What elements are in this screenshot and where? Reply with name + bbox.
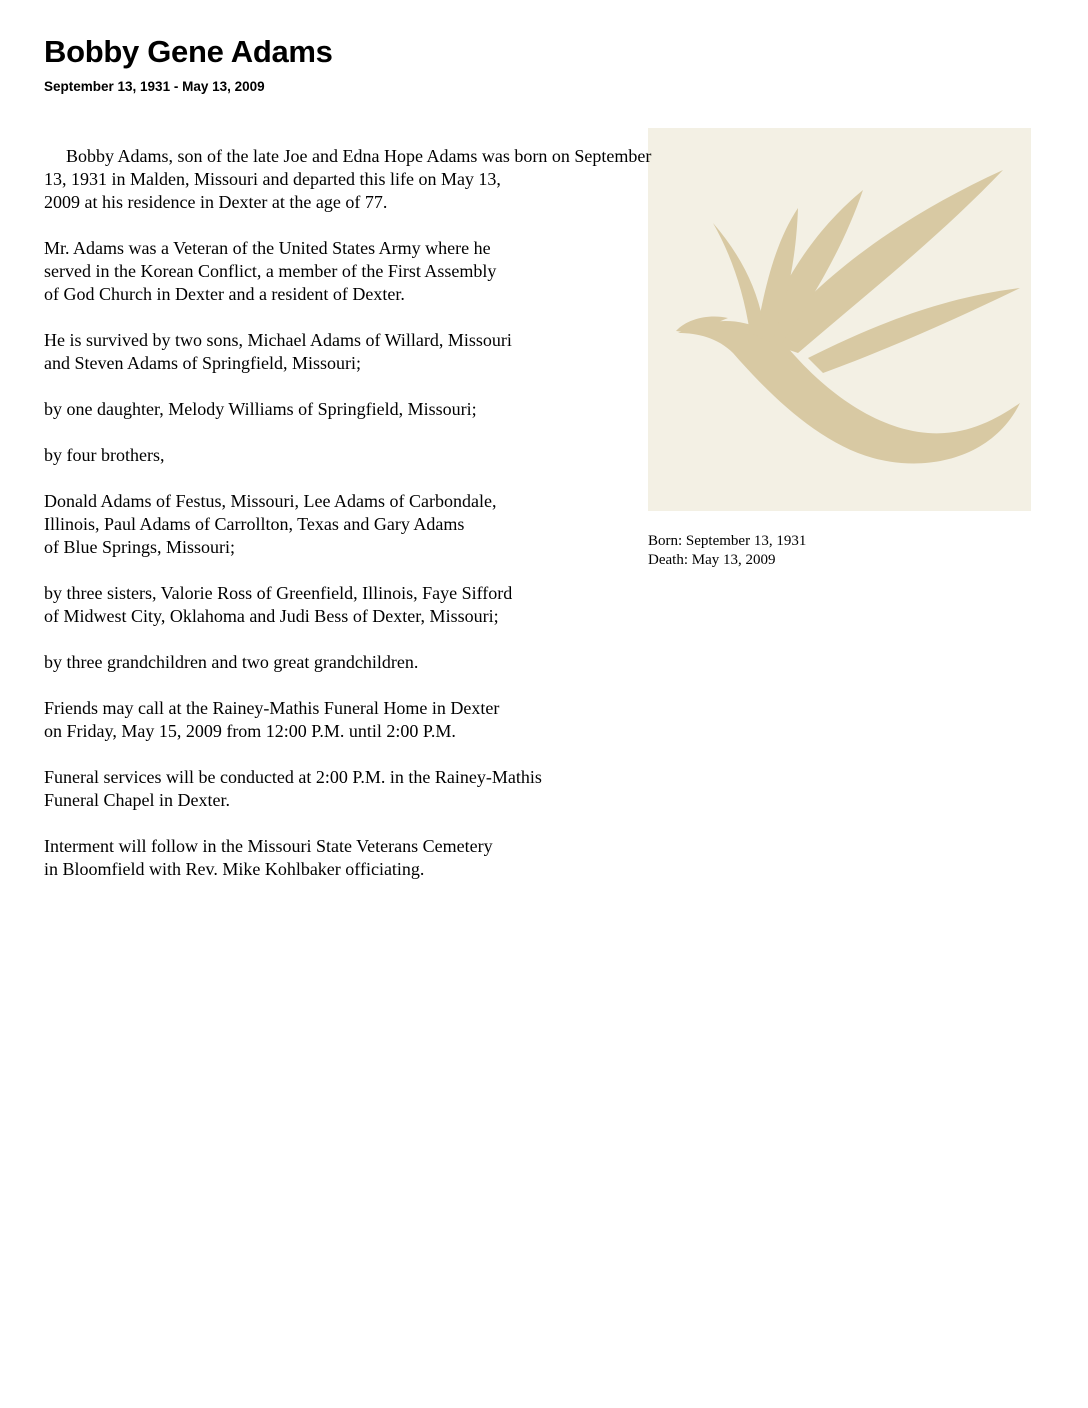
text-line: on Friday, May 15, 2009 from 12:00 P.M. until 2:00 P.M. [44, 721, 456, 741]
death-date: Death: May 13, 2009 [648, 552, 776, 568]
text-line: and Steven Adams of Springfield, Missouri; [44, 353, 361, 373]
text-line: Illinois, Paul Adams of Carrollton, Texas and Gary Adams [44, 514, 465, 534]
photo-caption [648, 532, 806, 570]
text-line: of Midwest City, Oklahoma and Judi Bess of Dexter, Missouri; [44, 606, 499, 626]
obituary-text [44, 145, 764, 904]
obituary-paragraph [44, 237, 764, 306]
obituary-paragraph [44, 697, 764, 743]
text-line: Friends may call at the Rainey-Mathis Funeral Home in Dexter [44, 698, 500, 718]
obituary-paragraph [44, 398, 764, 421]
obituary-paragraph [44, 329, 764, 375]
obituary-paragraph [44, 766, 764, 812]
text-line: by four brothers, [44, 445, 165, 465]
born-date: Born: September 13, 1931 [648, 533, 807, 549]
text-line: of Blue Springs, Missouri; [44, 537, 236, 557]
obituary-paragraph [44, 444, 764, 467]
text-line: 2009 at his residence in Dexter at the age of 77. [44, 192, 388, 212]
text-line: 13, 1931 in Malden, Missouri and departed this life on May 13, [44, 169, 501, 189]
text-line: of God Church in Dexter and a resident of Dexter. [44, 284, 405, 304]
text-line: Funeral services will be conducted at 2:00 P.M. in the Rainey-Mathis [44, 767, 542, 787]
text-line: in Bloomfield with Rev. Mike Kohlbaker officiating. [44, 859, 425, 879]
page-title: Bobby Gene Adams [44, 34, 333, 69]
obituary-paragraph [44, 651, 764, 674]
text-line: Bobby Adams, son of the late Joe and Edna Hope Adams was born on September [66, 146, 652, 166]
obituary-paragraph [44, 145, 764, 214]
text-line: by one daughter, Melody Williams of Springfield, Missouri; [44, 399, 477, 419]
obituary-paragraph [44, 582, 764, 628]
life-dates: September 13, 1931 - May 13, 2009 [44, 79, 265, 94]
text-line: by three sisters, Valorie Ross of Greenfield, Illinois, Faye Sifford [44, 583, 513, 603]
text-line: He is survived by two sons, Michael Adams of Willard, Missouri [44, 330, 512, 350]
obituary-paragraph [44, 835, 764, 881]
text-line: served in the Korean Conflict, a member of the First Assembly [44, 261, 497, 281]
text-line: Interment will follow in the Missouri State Veterans Cemetery [44, 836, 493, 856]
text-line: Funeral Chapel in Dexter. [44, 790, 230, 810]
text-line: Donald Adams of Festus, Missouri, Lee Adams of Carbondale, [44, 491, 497, 511]
text-line: by three grandchildren and two great grandchildren. [44, 652, 419, 672]
text-line: Mr. Adams was a Veteran of the United States Army where he [44, 238, 491, 258]
